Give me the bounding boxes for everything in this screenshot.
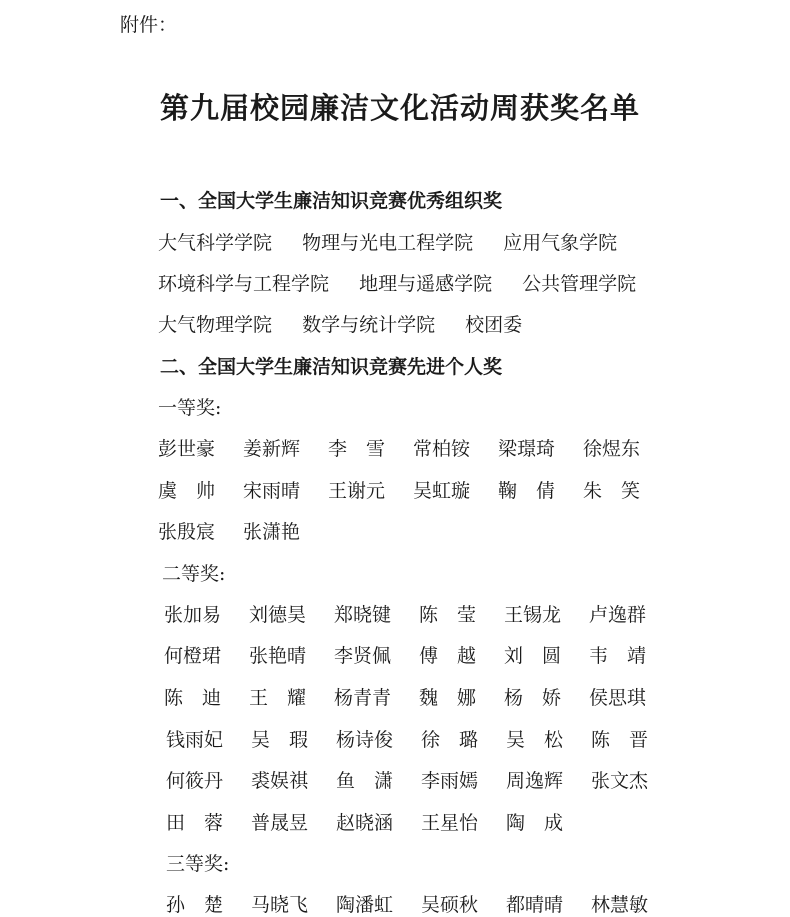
winner-name: 陈 莹	[419, 604, 477, 626]
org-item: 校团委	[465, 314, 523, 336]
winner-name: 田 蓉	[166, 812, 224, 834]
winner-name: 吴虹璇	[413, 480, 471, 502]
org-item: 地理与遥感学院	[359, 273, 493, 295]
winner-name: 朱 笑	[583, 480, 641, 502]
winner-name: 周逸辉	[506, 770, 564, 792]
winner-name: 徐煜东	[583, 438, 641, 460]
org-item: 环境科学与工程学院	[158, 273, 330, 295]
winner-name: 杨诗俊	[336, 729, 394, 751]
winner-name: 李贤佩	[334, 645, 392, 667]
winner-name: 王 耀	[249, 687, 307, 709]
winner-name: 卢逸群	[589, 604, 647, 626]
winner-name: 张文杰	[591, 770, 649, 792]
winner-name: 徐 璐	[421, 729, 479, 751]
winner-name: 王锡龙	[504, 604, 562, 626]
name-row	[158, 476, 668, 503]
winner-name: 姜新辉	[243, 438, 301, 460]
name-row	[164, 600, 674, 627]
winner-name: 虞 帅	[158, 480, 216, 502]
org-item: 数学与统计学院	[302, 314, 436, 336]
name-row	[166, 766, 676, 793]
winner-name: 魏 娜	[419, 687, 477, 709]
winner-name: 裘娱祺	[251, 770, 309, 792]
second-prize-label: 二等奖:	[162, 563, 226, 585]
name-row	[164, 641, 674, 668]
winner-name: 普晟昱	[251, 812, 309, 834]
org-item: 应用气象学院	[503, 232, 618, 254]
winner-name: 侯思琪	[589, 687, 647, 709]
winner-name: 何橙珺	[164, 645, 222, 667]
winner-name: 彭世豪	[158, 438, 216, 460]
winner-name: 韦 靖	[589, 645, 647, 667]
third-prize-label: 三等奖:	[166, 853, 230, 875]
winner-name: 林慧敏	[591, 894, 649, 916]
winner-name: 刘德昊	[249, 604, 307, 626]
winner-name: 郑晓键	[334, 604, 392, 626]
winner-name: 陶 成	[506, 812, 564, 834]
document-title: 第九届校园廉洁文化活动周获奖名单	[160, 91, 641, 125]
winner-name: 孙 楚	[166, 894, 224, 916]
winner-name: 何筱丹	[166, 770, 224, 792]
org-row	[158, 310, 546, 337]
winner-name: 陶潘虹	[336, 894, 394, 916]
winner-name: 李雨嫣	[421, 770, 479, 792]
winner-name: 陈 迪	[164, 687, 222, 709]
org-row	[158, 269, 660, 296]
winner-name: 常柏铵	[413, 438, 471, 460]
winner-name: 吴 松	[506, 729, 564, 751]
name-row	[166, 808, 591, 835]
org-item: 公共管理学院	[522, 273, 637, 295]
first-prize-label: 一等奖:	[158, 397, 222, 419]
winner-name: 杨青青	[334, 687, 392, 709]
name-row	[164, 683, 674, 710]
name-row	[166, 725, 676, 752]
winner-name: 宋雨晴	[243, 480, 301, 502]
winner-name: 张潇艳	[243, 521, 301, 543]
winner-name: 傅 越	[419, 645, 477, 667]
winner-name: 梁璟琦	[498, 438, 556, 460]
winner-name: 王星怡	[421, 812, 479, 834]
winner-name: 王谢元	[328, 480, 386, 502]
winner-name: 刘 圆	[504, 645, 562, 667]
winner-name: 吴 瑕	[251, 729, 309, 751]
section1-heading: 一、全国大学生廉洁知识竞赛优秀组织奖	[160, 190, 503, 212]
winner-name: 张艳晴	[249, 645, 307, 667]
name-row	[158, 434, 668, 461]
org-row	[158, 228, 641, 255]
winner-name: 鱼 潇	[336, 770, 394, 792]
winner-name: 张殷宸	[158, 521, 216, 543]
winner-name: 都晴晴	[506, 894, 564, 916]
winner-name: 杨 娇	[504, 687, 562, 709]
org-item: 大气物理学院	[158, 314, 273, 336]
section2-heading: 二、全国大学生廉洁知识竞赛先进个人奖	[160, 356, 503, 378]
winner-name: 钱雨妃	[166, 729, 224, 751]
name-row	[158, 517, 328, 544]
winner-name: 张加易	[164, 604, 222, 626]
winner-name: 马晓飞	[251, 894, 309, 916]
winner-name: 鞠 倩	[498, 480, 556, 502]
name-row	[166, 890, 676, 917]
org-item: 物理与光电工程学院	[302, 232, 474, 254]
org-item: 大气科学学院	[158, 232, 273, 254]
winner-name: 赵晓涵	[336, 812, 394, 834]
winner-name: 陈 晋	[591, 729, 649, 751]
attachment-label: 附件：	[120, 14, 178, 36]
winner-name: 吴硕秋	[421, 894, 479, 916]
winner-name: 李 雪	[328, 438, 386, 460]
